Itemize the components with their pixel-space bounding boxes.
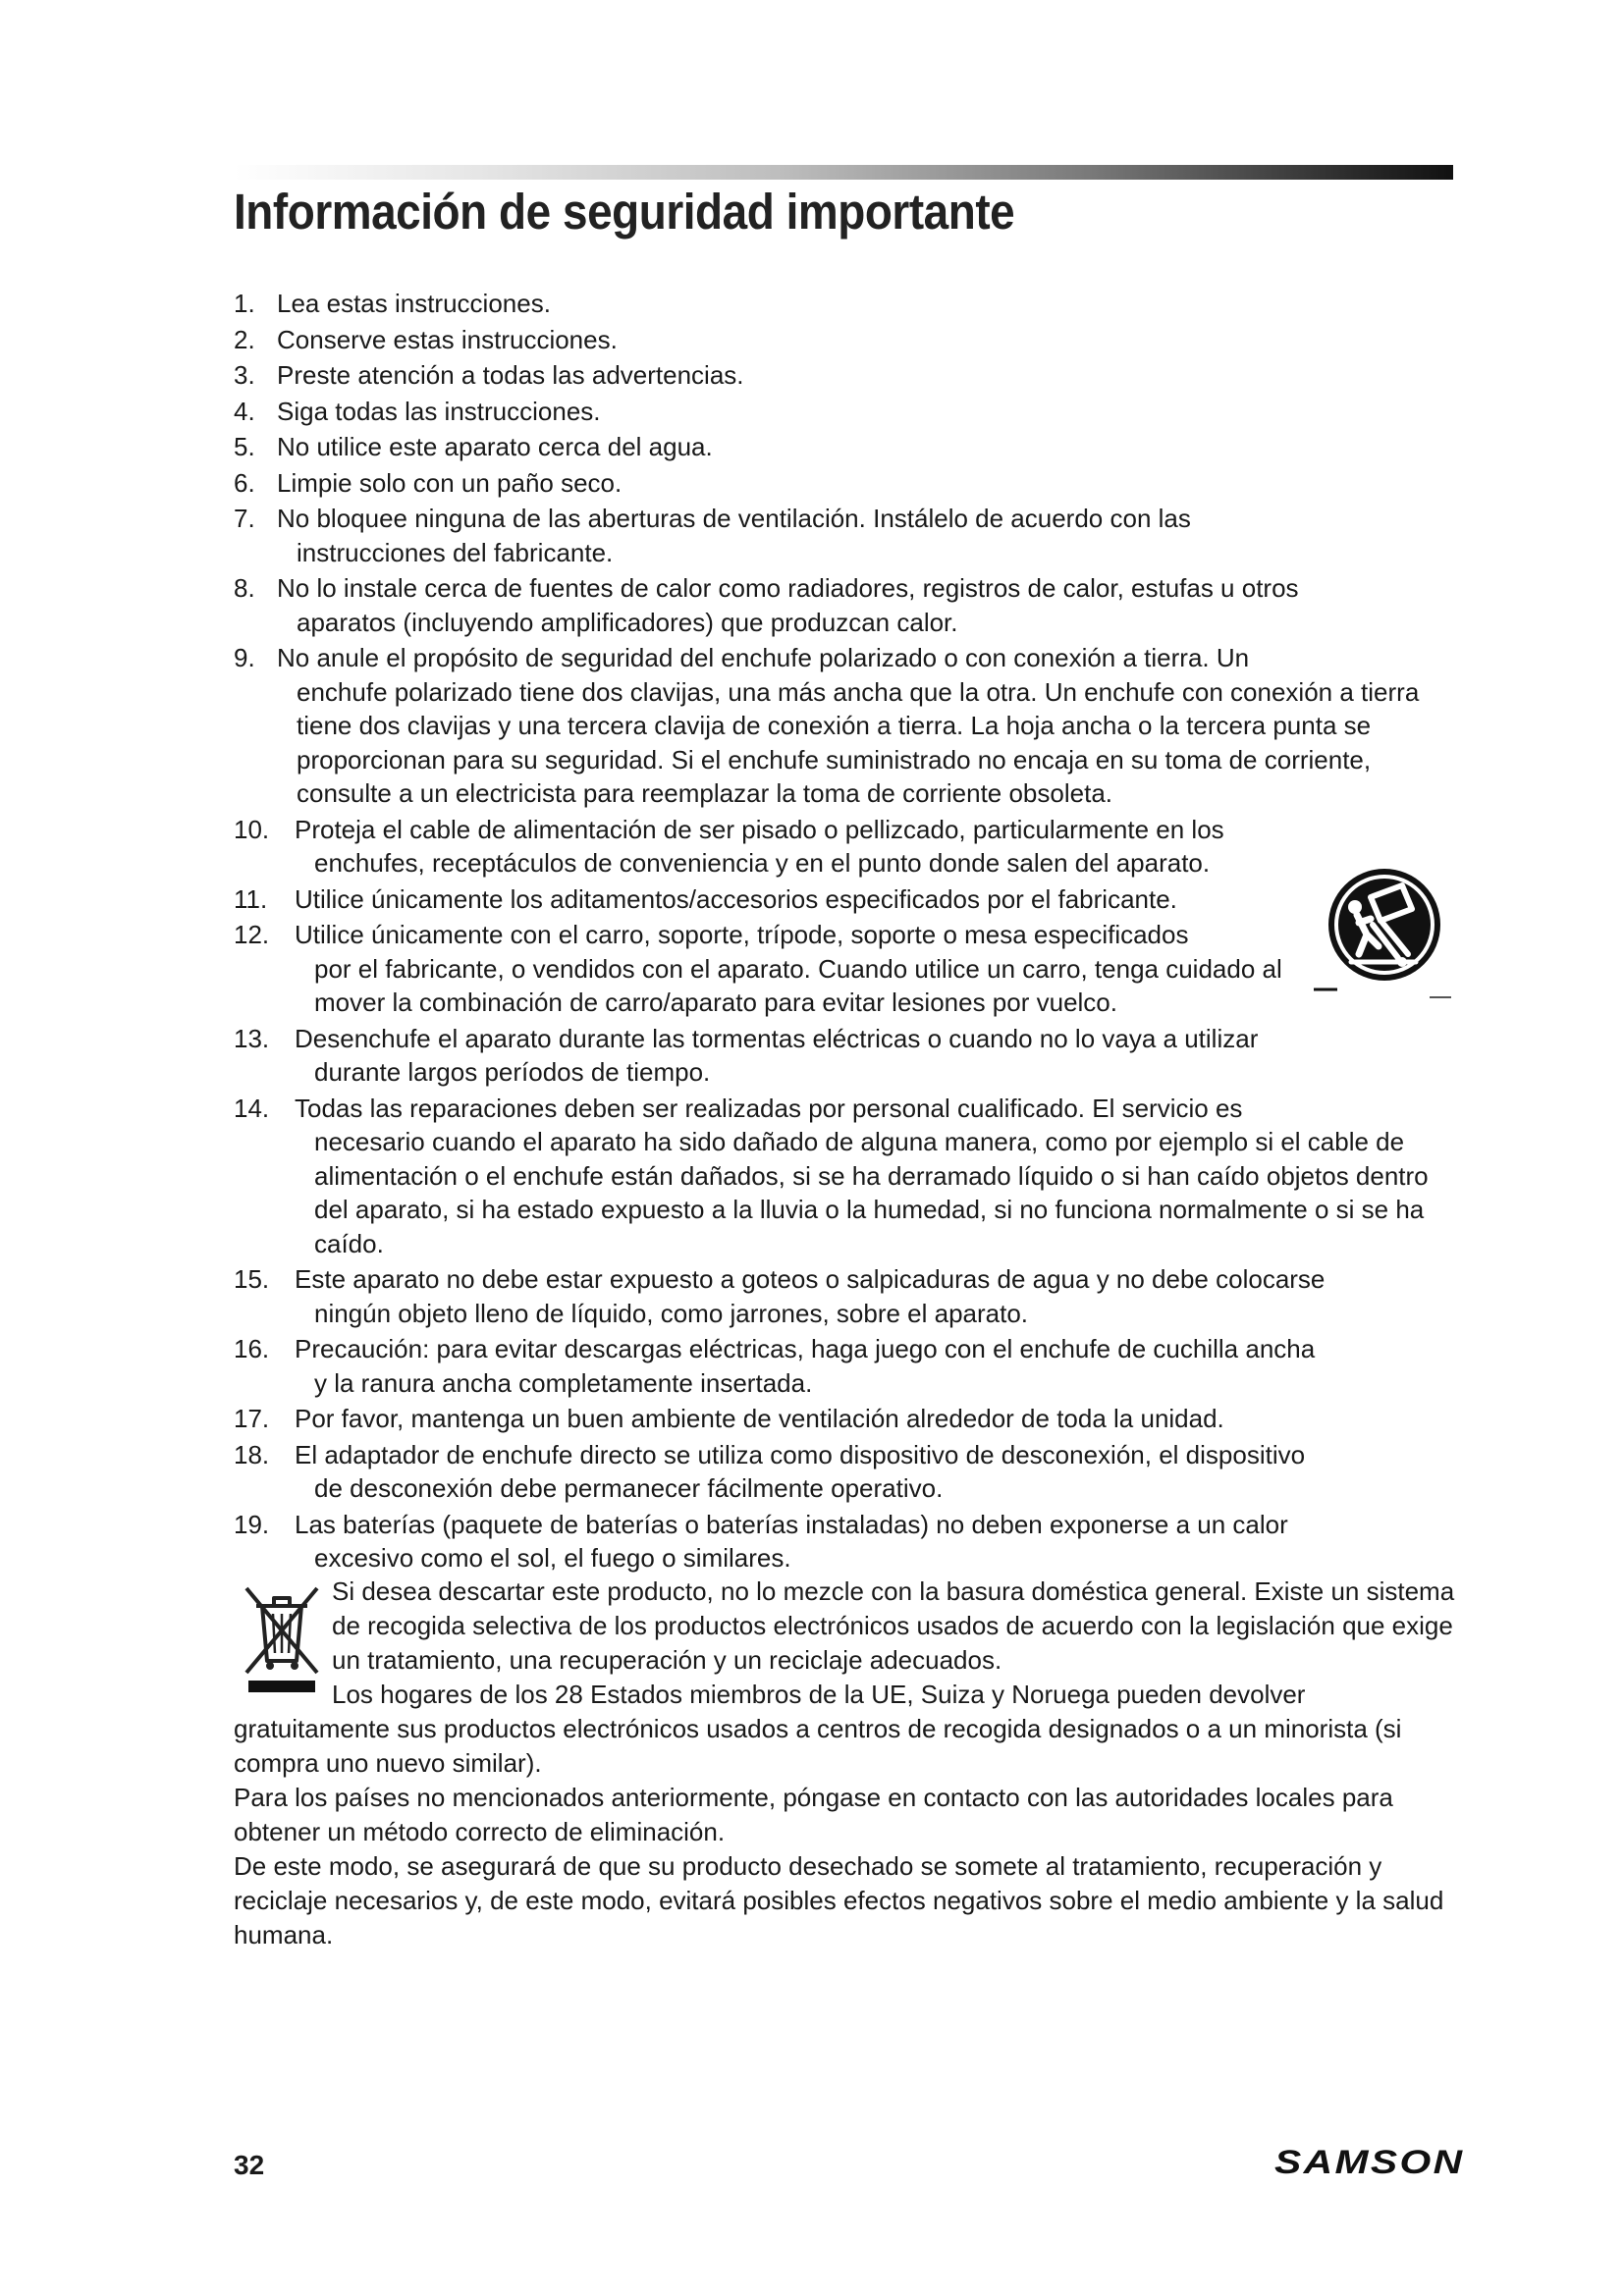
list-item [234,287,1463,321]
list-item [234,1402,1463,1436]
list-item [234,1092,1463,1261]
item-number: 19. [234,1509,270,1539]
item-number: 3. [234,360,255,390]
disposal-paragraph-4: De este modo, se asegurará de que su producto desechado se somete al tratamiento, recuperación y reciclaje necesarios y, de este modo, evitará posibles efectos negativos sobre el medio ambiente y la salud humana. [234,1851,1444,1949]
list-item [234,1332,1463,1400]
item-text: No bloquee ninguna de las aberturas de ventilación. Instálelo de acuerdo con las [277,504,1191,533]
item-number: 6. [234,467,255,498]
list-item [234,323,1463,357]
list-item [234,918,1463,1020]
list-item [234,641,1463,811]
item-number: 14. [234,1093,270,1123]
safety-instructions-list [234,287,1463,1577]
samson-logo: SAMSON [1274,2144,1465,2181]
item-text-continued: necesario cuando el aparato ha sido dañado de alguna manera, como por ejemplo si el cable de alimentación o el enchufe están dañados, si se ha derramado líquido o si han caído objetos dentro del aparato, si ha estado expuesto a la lluvia o la humedad, si no funciona normalmente o si se ha caído. [314,1127,1429,1258]
list-item [234,1022,1463,1090]
item-text-continued: por el fabricante, o vendidos con el aparato. Cuando utilice un carro, tenga cuidado al mover la combinación de carro/aparato para evitar lesiones por vuelco. [314,953,1282,1017]
item-text: Preste atención a todas las advertencias. [277,360,744,390]
item-text: Por favor, mantenga un buen ambiente de ventilación alrededor de toda la unidad. [295,1404,1224,1433]
item-text: Precaución: para evitar descargas eléctricas, haga juego con el enchufe de cuchilla ancha [295,1334,1316,1363]
page-title: Información de seguridad importante [234,184,1015,240]
item-text: Este aparato no debe estar expuesto a goteos o salpicaduras de agua y no debe colocarse [295,1264,1326,1294]
item-text-continued: aparatos (incluyendo amplificadores) que produzcan calor. [297,607,958,637]
item-text-continued: durante largos períodos de tiempo. [314,1057,711,1087]
disposal-information [234,1575,1463,1952]
item-text-continued: de desconexión debe permanecer fácilmente operativo. [314,1473,944,1503]
item-text-continued: y la ranura ancha completamente insertada. [314,1367,813,1398]
item-text: Lea estas instrucciones. [277,289,551,318]
item-number: 8. [234,573,255,603]
list-item [234,1262,1463,1330]
disposal-paragraph-3: Para los países no mencionados anteriormente, póngase en contacto con las autoridades locales para obtener un método correcto de eliminación. [234,1783,1393,1846]
list-item [234,571,1463,639]
item-text: No anule el propósito de seguridad del enchufe polarizado o con conexión a tierra. Un [277,643,1250,672]
cart-tipover-warning-icon [1314,864,1456,1001]
list-item [234,430,1463,464]
disposal-paragraph-2: Los hogares de los 28 Estados miembros de la UE, Suiza y Noruega pueden devolver gratuitamente sus productos electrónicos usados a centros de recogida designados o a un minorista (si compra uno nuevo similar). [234,1680,1402,1778]
item-text-continued: excesivo como el sol, el fuego o similares. [314,1543,791,1573]
item-text: Utilice únicamente con el carro, soporte, trípode, soporte o mesa especificados [295,920,1189,949]
item-number: 2. [234,324,255,354]
item-number: 11. [234,883,268,914]
list-item [234,1508,1463,1575]
item-number: 13. [234,1023,270,1053]
disposal-paragraph-1: Si desea descartar este producto, no lo mezcle con la basura doméstica general. Existe un sistema de recogida selectiva de los productos electrónicos usados de acuerdo con la legislación que exige un tratamiento, una recuperación y un reciclaje adecuados. [332,1576,1455,1675]
item-number: 9. [234,643,255,672]
item-number: 18. [234,1439,270,1469]
item-number: 12. [234,920,270,949]
item-text: El adaptador de enchufe directo se utiliza como dispositivo de desconexión, el dispositivo [295,1439,1306,1469]
item-text-continued: enchufes, receptáculos de conveniencia y en el punto donde salen del aparato. [314,848,1211,878]
item-text: Utilice únicamente los aditamentos/accesorios especificados por el fabricante. [295,883,1177,914]
item-text: Las baterías (paquete de baterías o baterías instaladas) no deben exponerse a un calor [295,1509,1288,1539]
item-number: 7. [234,504,255,533]
item-number: 10. [234,814,270,844]
item-text: No lo instale cerca de fuentes de calor como radiadores, registros de calor, estufas u otros [277,573,1299,603]
item-text-continued: enchufe polarizado tiene dos clavijas, una más ancha que la otra. Un enchufe con conexión a tierra tiene dos clavijas y una tercera clavija de conexión a tierra. La hoja ancha o la tercera punta se proporcionan para su seguridad. Si el enchufe suministrado no encaja en su toma de corriente, consulte a un electricista para reemplazar la toma de corriente obsoleta. [297,676,1420,808]
item-text: Siga todas las instrucciones. [277,396,601,426]
item-number: 4. [234,396,255,426]
page-number: 32 [234,2150,265,2180]
item-text-continued: ningún objeto lleno de líquido, como jarrones, sobre el aparato. [314,1298,1029,1328]
item-number: 5. [234,432,255,461]
item-text: No utilice este aparato cerca del agua. [277,432,713,461]
list-item [234,882,1463,917]
list-item [234,1438,1463,1506]
list-item [234,358,1463,393]
list-item [234,813,1463,881]
list-item [234,466,1463,501]
list-item [234,395,1463,429]
item-number: 1. [234,289,255,318]
list-item [234,502,1463,569]
item-text: Conserve estas instrucciones. [277,324,618,354]
item-number: 15. [234,1264,270,1294]
item-text: Limpie solo con un paño seco. [277,467,623,498]
item-text-continued: instrucciones del fabricante. [297,537,614,567]
item-text: Todas las reparaciones deben ser realizadas por personal cualificado. El servicio es [295,1093,1243,1123]
item-text: Proteja el cable de alimentación de ser pisado o pellizcado, particularmente en los [295,814,1224,844]
header-gradient-bar [234,165,1453,180]
item-number: 17. [234,1404,270,1433]
item-number: 16. [234,1334,270,1363]
item-text: Desenchufe el aparato durante las tormentas eléctricas o cuando no lo vaya a utilizar [295,1023,1259,1053]
